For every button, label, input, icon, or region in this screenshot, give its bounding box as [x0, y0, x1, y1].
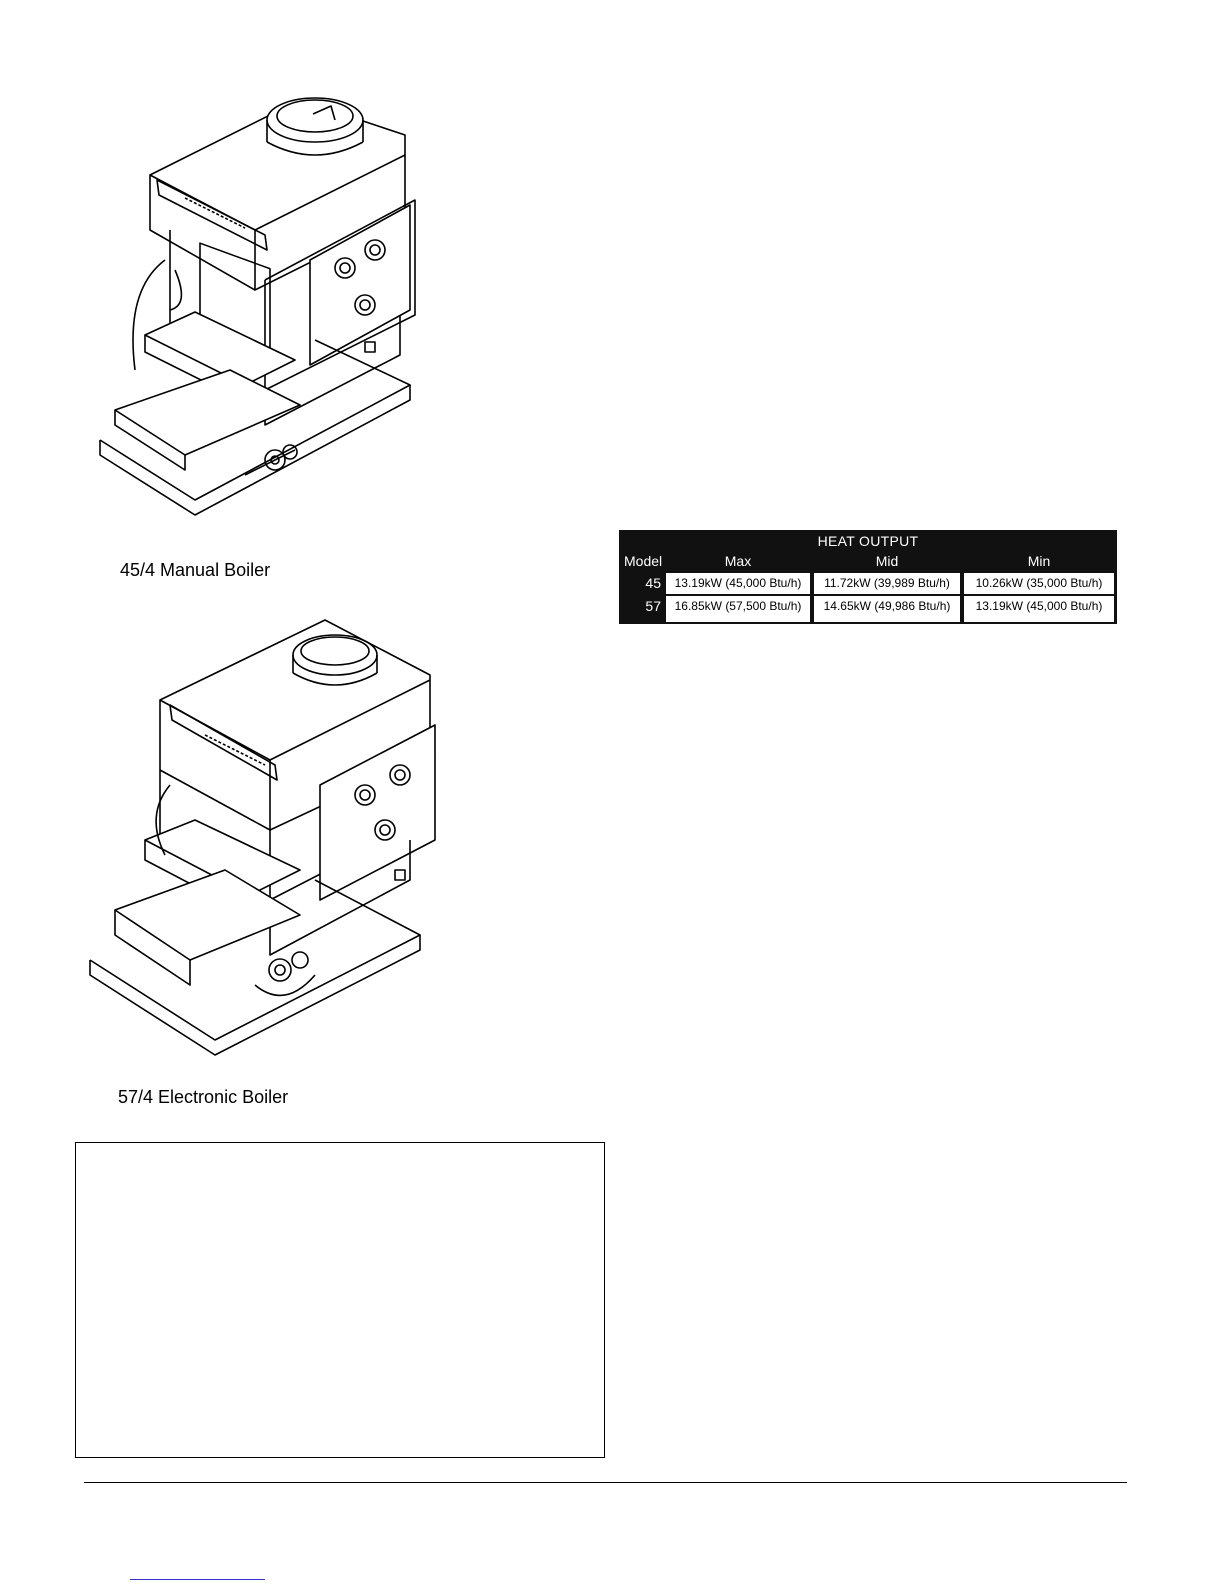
footer-divider: [84, 1482, 1127, 1483]
table-row: [619, 596, 1117, 617]
max-cell: 13.19kW (45,000 Btu/h): [666, 573, 810, 594]
figure-caption-45-4: 45/4 Manual Boiler: [120, 560, 271, 580]
empty-bordered-box: [75, 1142, 605, 1458]
max-cell: 16.85kW (57,500 Btu/h): [666, 596, 810, 622]
boiler-57-4-electronic-illustration: [85, 615, 455, 1075]
mid-cell: 11.72kW (39,989 Btu/h): [814, 573, 960, 594]
column-header-min: Min: [1027, 553, 1051, 569]
model-cell: 57: [645, 598, 661, 614]
min-cell: 13.19kW (45,000 Btu/h): [964, 596, 1114, 622]
column-header-model: Model: [624, 553, 663, 569]
min-cell: 10.26kW (35,000 Btu/h): [964, 573, 1114, 594]
column-header-mid: Mid: [875, 553, 899, 569]
heat-output-table: [619, 530, 1117, 624]
figure-caption-57-4: 57/4 Electronic Boiler: [118, 1087, 289, 1107]
model-cell: 45: [645, 575, 661, 591]
column-header-max: Max: [724, 553, 752, 569]
boiler-45-4-manual-illustration: [95, 80, 435, 540]
mid-cell: 14.65kW (49,986 Btu/h): [814, 596, 960, 622]
table-title: HEAT OUTPUT: [817, 533, 919, 549]
footer-link-underline: [130, 1579, 265, 1580]
table-row: [619, 573, 1117, 594]
